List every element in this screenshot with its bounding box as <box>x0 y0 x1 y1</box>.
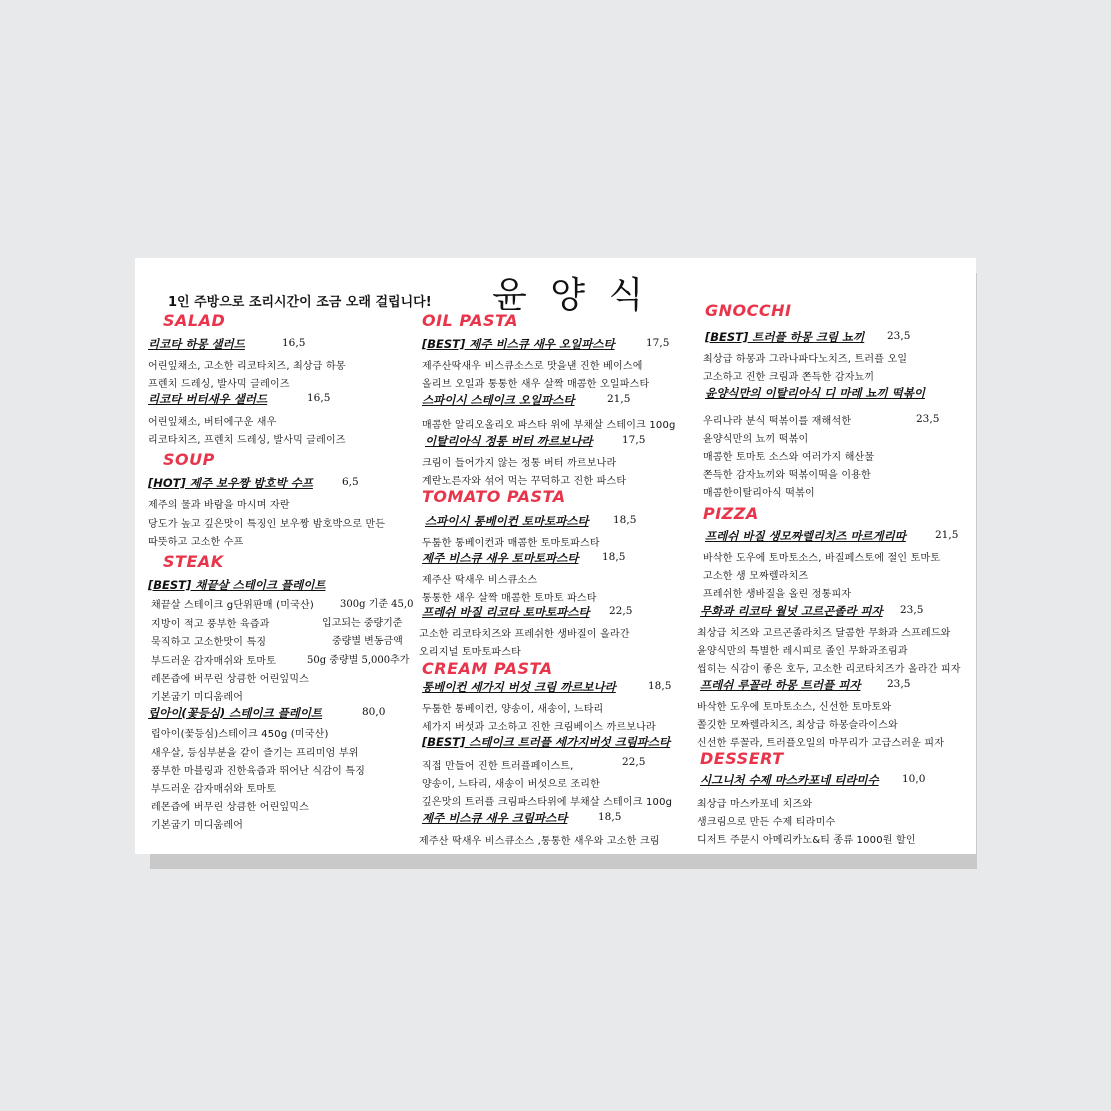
menu-item-name: 리코타 하몽 샐러드 <box>148 337 245 351</box>
menu-item-price: 23,5 <box>900 604 924 616</box>
menu-item-desc: 우리나라 분식 떡볶이를 재해석한 <box>703 416 852 427</box>
menu-item-name: [HOT] 제주 보우짱 밤호박 수프 <box>148 476 313 490</box>
menu-item-name: 이탈리아식 정통 버터 까르보나라 <box>425 434 593 448</box>
steak-price-note: 300g 기준 45,0 <box>340 599 414 610</box>
menu-item-desc: 크림이 들어가지 않는 정통 버터 까르보나라 <box>422 458 617 469</box>
menu-item-desc: 레몬즙에 버무린 상큼한 어린잎믹스 <box>151 674 310 685</box>
menu-item-price: 18,5 <box>602 551 626 563</box>
menu-item-desc: 바삭한 도우에 토마토소스, 신선한 토마토와 <box>697 702 892 713</box>
menu-item-desc: 매콤한 토마토 소스와 여러가지 해산물 <box>703 452 875 463</box>
menu-item-price: 6,5 <box>342 476 359 488</box>
menu-item-desc: 제주산 딱새우 비스큐소스 <box>422 575 538 586</box>
menu-item-desc: 최상급 치즈와 고르곤졸라치즈 달콤한 무화과 스프레드와 <box>697 628 951 639</box>
menu-item-price: 23,5 <box>887 330 911 342</box>
menu-item-price: 21,5 <box>935 529 959 541</box>
menu-item-price: 23,5 <box>916 413 940 425</box>
menu-item-price: 22,5 <box>609 605 633 617</box>
menu-item-price: 21,5 <box>607 393 631 405</box>
menu-item-price: 17,5 <box>646 337 670 349</box>
menu-item-name: 프레쉬 루꼴라 하몽 트러플 피자 <box>700 678 861 692</box>
menu-item-desc: 당도가 높고 깊은맛이 특징인 보우짱 밤호박으로 만든 <box>148 519 386 530</box>
menu-item-price: 18,5 <box>648 680 672 692</box>
menu-item-desc: 올리브 오일과 통통한 새우 살짝 매콤한 오일파스타 <box>422 379 650 390</box>
menu-item-name: [BEST] 제주 비스큐 새우 오일파스타 <box>422 337 615 351</box>
menu-item-desc: 풍부한 마블링과 진한육즙과 뛰어난 식감이 특징 <box>151 766 366 777</box>
section-salad: SALAD <box>163 311 226 330</box>
menu-item-desc: 부드러운 감자매쉬와 토마토 <box>151 656 277 667</box>
menu-item-name: [BEST] 트러플 하몽 크림 뇨끼 <box>705 330 865 344</box>
menu-item-desc: 기본굽기 미디움레어 <box>151 820 244 831</box>
section-steak: STEAK <box>163 552 224 571</box>
menu-item-desc: 부드러운 감자매쉬와 토마토 <box>151 784 277 795</box>
menu-item-desc: 양송이, 느타리, 새송이 버섯으로 조리한 <box>422 779 601 790</box>
menu-item-desc: 쫄깃한 모짜렐라치즈, 최상급 하몽슬라이스와 <box>697 720 898 731</box>
section-tomato-pasta: TOMATO PASTA <box>422 487 566 506</box>
menu-item-name: 스파이시 통베이컨 토마토파스타 <box>425 514 589 528</box>
menu-item-desc: 고소한 리코타치즈와 프레쉬한 생바질이 올라간 <box>419 629 630 640</box>
menu-item-desc: 쫀득한 감자뇨끼와 떡볶이떡을 이용한 <box>703 470 871 481</box>
menu-item-desc: 레몬즙에 버무린 상큼한 어린잎믹스 <box>151 802 310 813</box>
menu-item-name: 윤양식만의 이탈리아식 디 마레 뇨끼 떡볶이 <box>705 386 925 400</box>
menu-item-desc: 립아이(꽃등심)스테이크 450g (미국산) <box>151 729 329 740</box>
menu-item-desc: 윤양식만의 뇨끼 떡볶이 <box>703 434 809 445</box>
menu-item-name: 무화과 리코타 월넛 고르곤졸라 피자 <box>700 604 883 618</box>
menu-item-desc: 두툼한 통베이컨과 매콤한 토마토파스타 <box>422 538 600 549</box>
menu-item-desc: 고소하고 진한 크림과 쫀득한 감자뇨끼 <box>703 372 875 383</box>
menu-item-price: 80,0 <box>362 706 386 718</box>
menu-item-desc: 세가지 버섯과 고소하고 진한 크림베이스 까르보나라 <box>422 722 656 733</box>
section-gnocchi: GNOCCHI <box>705 301 792 320</box>
menu-sheet <box>135 258 976 854</box>
menu-item-name: 시그니처 수제 마스카포네 티라미수 <box>700 773 879 787</box>
menu-item-desc: 제주산 딱새우 비스큐소스 ,통통한 새우와 고소한 크림 <box>419 836 660 847</box>
menu-item-desc: 따뜻하고 고소한 수프 <box>148 537 244 548</box>
menu-item-desc: 묵직하고 고소한맛이 특징 <box>151 637 267 648</box>
menu-item-name: 스파이시 스테이크 오일파스타 <box>422 393 575 407</box>
menu-item-price: 23,5 <box>887 678 911 690</box>
restaurant-title: 윤 양 식 <box>492 275 650 316</box>
section-soup: SOUP <box>163 450 215 469</box>
menu-item-name: 프레쉬 바질 리코타 토마토파스타 <box>422 605 590 619</box>
menu-item-price: 10,0 <box>902 773 926 785</box>
menu-item-price: 18,5 <box>598 811 622 823</box>
menu-item-desc: 통통한 새우 살짝 매콤한 토마토 파스타 <box>422 593 597 604</box>
section-cream-pasta: CREAM PASTA <box>422 659 553 678</box>
menu-item-desc: 계란노른자와 섞어 먹는 꾸덕하고 진한 파스타 <box>422 476 627 487</box>
menu-item-desc: 프레쉬한 생바질을 올린 정통피자 <box>703 589 852 600</box>
menu-item-desc: 어린잎채소, 고소한 리코타치즈, 최상급 하몽 <box>148 361 346 372</box>
menu-item-desc: 신선한 루꼴라, 트러플오일의 마무리가 고급스러운 피자 <box>697 738 945 749</box>
menu-item-name: [BEST] 채끝살 스테이크 플레이트 <box>148 578 326 592</box>
menu-item-desc: 디저트 주문시 아메리카노&티 종류 1000원 할인 <box>697 835 916 846</box>
menu-item-price: 18,5 <box>613 514 637 526</box>
menu-item-price: 16,5 <box>307 392 331 404</box>
menu-item-desc: 리코타치즈, 프렌치 드레싱, 발사믹 글레이즈 <box>148 435 346 446</box>
section-pizza: PIZZA <box>703 504 759 523</box>
menu-item-desc: 깊은맛의 트러플 크림파스타위에 부채살 스테이크 100g <box>422 797 673 808</box>
menu-item-desc: 매콤한 알리오올리오 파스타 위에 부채살 스테이크 100g <box>422 420 676 431</box>
menu-item-price: 16,5 <box>282 337 306 349</box>
menu-item-name: 제주 비스큐 새우 토마토파스타 <box>422 551 579 565</box>
menu-item-name: [BEST] 스테이크 트러플 세가지버섯 크림파스타 <box>422 735 671 749</box>
menu-item-desc: 최상급 마스카포네 치즈와 <box>697 799 813 810</box>
notice-text: 1인 주방으로 조리시간이 조금 오래 걸립니다! <box>168 295 432 310</box>
menu-item-desc: 고소한 생 모짜렐라치즈 <box>703 571 809 582</box>
menu-item-price: 17,5 <box>622 434 646 446</box>
menu-item-desc: 새우살, 등심부분을 같이 즐기는 프리미엄 부위 <box>151 748 359 759</box>
menu-item-desc: 바삭한 도우에 토마토소스, 바질페스토에 절인 토마토 <box>703 553 941 564</box>
menu-item-desc: 두툼한 통베이컨, 양송이, 새송이, 느타리 <box>422 704 604 715</box>
menu-item-price: 22,5 <box>622 756 646 768</box>
steak-price-note: 입고되는 중량기준 <box>322 618 403 629</box>
menu-item-desc: 지방이 적고 풍부한 육즙과 <box>151 619 270 630</box>
menu-item-desc: 기본굽기 미디움레어 <box>151 692 244 703</box>
menu-item-name: 제주 비스큐 새우 크림파스타 <box>422 811 568 825</box>
section-dessert: DESSERT <box>700 749 784 768</box>
menu-item-desc: 매콤한이탈리아식 떡볶이 <box>703 488 815 499</box>
menu-item-desc: 프렌치 드레싱, 발사믹 글레이즈 <box>148 379 290 390</box>
menu-item-desc: 씹히는 식감이 좋은 호두, 고소한 리코타치즈가 올라간 피자 <box>697 664 961 675</box>
menu-item-desc: 제주산딱새우 비스큐소스로 맛을낸 진한 베이스에 <box>422 361 643 372</box>
menu-item-desc: 채끝살 스테이크 g단위판매 (미국산) <box>151 600 314 611</box>
section-oil-pasta: OIL PASTA <box>422 311 519 330</box>
menu-item-desc: 생크림으로 만든 수제 티라미수 <box>697 817 836 828</box>
menu-item-desc: 오리지널 토마토파스타 <box>419 647 521 658</box>
menu-item-desc: 제주의 물과 바람을 마시며 자란 <box>148 500 290 511</box>
menu-item-desc: 직접 만들어 진한 트러플페이스트, <box>422 761 574 772</box>
menu-item-name: 통베이컨 세가지 버섯 크림 까르보나라 <box>422 680 616 694</box>
menu-item-desc: 어린잎채소, 버터에구운 새우 <box>148 417 277 428</box>
menu-item-desc: 최상급 하몽과 그라나파다노치즈, 트러플 오일 <box>703 354 908 365</box>
steak-price-note: 50g 중량별 5,000추가 <box>307 655 410 666</box>
menu-item-desc: 윤양식만의 특별한 레시피로 졸인 무화과조림과 <box>697 646 908 657</box>
menu-item-name: 프레쉬 바질 생모짜렐리치즈 마르게리따 <box>705 529 906 543</box>
menu-item-name: 립아이(꽃등심) 스테이크 플레이트 <box>148 706 323 720</box>
steak-price-note: 중량별 변동금액 <box>332 636 403 647</box>
menu-item-name: 리코타 버터새우 샐러드 <box>148 392 268 406</box>
